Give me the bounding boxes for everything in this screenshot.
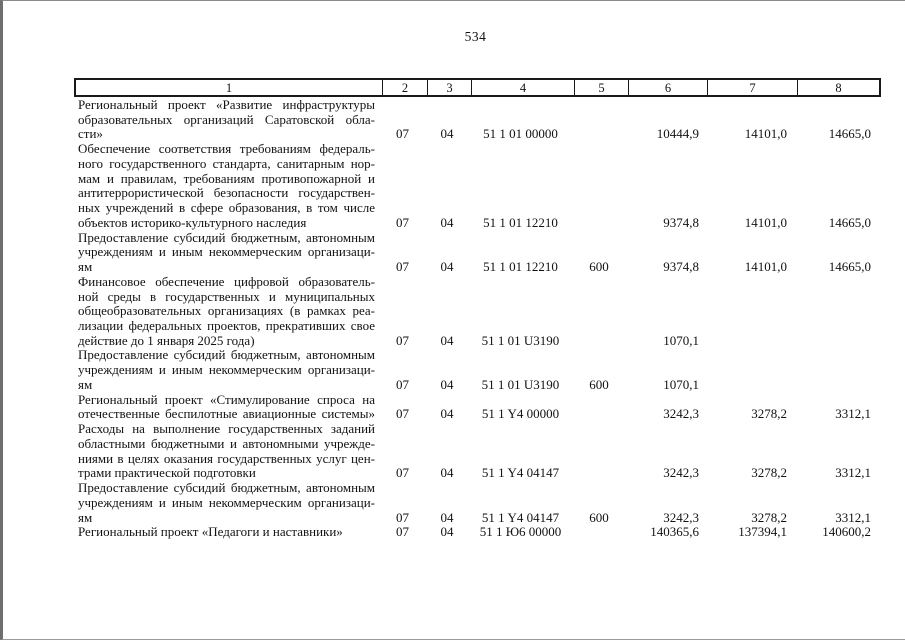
value-cell-col8 [795,348,877,392]
value-cell-col2: 07 [396,509,409,525]
row-name-line: ям [78,509,93,525]
row-name-line: образовательных организаций Саратовской обла- [78,111,375,127]
row-name-line: объектов историко-культурного наследия [78,214,307,230]
value-cell-col4: 51 1 01 12210 [483,259,558,275]
table-row [74,525,877,540]
row-name-cell [74,393,380,422]
table-row [74,142,877,230]
value-cell-col7: 137394,1 [738,524,787,540]
value-cell-col7: 3278,2 [751,406,787,422]
value-cell-col6: 3242,3 [663,406,699,422]
row-name-line: ной среды в государственных и муниципальных [78,288,375,304]
row-name-cell [74,348,380,392]
row-name-cell [74,98,380,142]
value-cell-col3: 04 [440,332,454,348]
row-name-line: общеобразовательных организациях (в рамках реа- [78,303,375,319]
row-name-line: мам и правилам, требованиям противопожарной и [78,170,375,186]
table-row [74,275,877,349]
row-name-line: областными бюджетными и автономными учрежде- [78,435,375,451]
value-cell-col8: 140600,2 [822,524,871,540]
value-cell-col4: 51 1 Y4 00000 [481,406,560,422]
column-header-3: 3 [427,80,471,95]
value-cell-col7: 3278,2 [751,509,787,525]
value-cell-col4: 51 1 Y4 04147 [481,465,560,481]
value-cell-col2: 07 [396,332,409,348]
row-name-line: Финансовое обеспечение цифровой образователь- [78,273,375,289]
value-cell-col5: 600 [589,376,609,392]
row-name-cell [74,231,380,275]
table-row [74,393,877,422]
row-name-line: ям [78,376,93,392]
value-cell-col3: 04 [440,376,454,392]
value-cell-col7 [705,275,795,349]
column-header-7: 7 [707,80,797,95]
column-header-4: 4 [471,80,574,95]
value-cell-col7 [705,348,795,392]
value-cell-col3: 04 [440,406,454,422]
value-cell-col4: 51 1 01 12210 [483,214,558,230]
value-cell-col7: 14101,0 [744,259,787,275]
value-cell-col8: 14665,0 [828,126,871,142]
value-cell-col6: 3242,3 [663,465,699,481]
value-cell-col8: 3312,1 [835,406,871,422]
value-cell-col4: 51 1 Ю6 00000 [479,524,562,540]
value-cell-col5 [572,142,626,230]
row-name-line: Региональный проект «Стимулирование спроса на [78,391,375,407]
row-name-line: сти» [78,126,103,142]
value-cell-col3: 04 [440,524,454,540]
row-name-cell [74,142,380,230]
value-cell-col5 [572,525,626,540]
table-row [74,422,877,481]
row-name-line: отечественные беспилотные авиационные системы» [78,406,375,422]
value-cell-col5 [572,275,626,349]
row-name-line: ных учреждений в сфере образования, в том числе [78,200,375,216]
column-header-8: 8 [797,80,879,95]
row-name-line: Обеспечение соответствия требованиям федераль- [78,141,375,157]
value-cell-col3: 04 [440,259,454,275]
row-name-cell [74,275,380,349]
table-row [74,231,877,275]
value-cell-col2: 07 [396,259,409,275]
row-name-line: учреждениям и иным некоммерческим организаци- [78,362,375,378]
value-cell-col7: 3278,2 [751,465,787,481]
row-name-cell [74,525,380,540]
value-cell-col6: 1070,1 [663,332,699,348]
row-name-line: учреждениям и иным некоммерческим организаци- [78,494,375,510]
value-cell-col3: 04 [440,214,454,230]
value-cell-col4: 51 1 01 U3190 [481,332,560,348]
row-name-line: учреждениям и иным некоммерческим организаци- [78,244,375,260]
budget-table [74,78,877,540]
column-header-1: 1 [225,80,233,95]
table-header-row [74,78,881,97]
row-name-cell [74,481,380,525]
value-cell-col5: 600 [589,259,609,275]
value-cell-col8: 3312,1 [835,465,871,481]
value-cell-col4: 51 1 Y4 04147 [481,509,560,525]
row-name-line: лизации федеральных проектов, прекративших свое [78,318,375,334]
value-cell-col8 [795,275,877,349]
value-cell-col2: 07 [396,376,409,392]
value-cell-col2: 07 [396,126,409,142]
row-name-line: Расходы на выполнение государственных заданий [78,421,375,437]
table-row [74,98,877,142]
value-cell-col6: 3242,3 [663,509,699,525]
column-header-5: 5 [574,80,628,95]
value-cell-col8: 14665,0 [828,214,871,230]
row-name-line: ного государственного стандарта, санитарным нор- [78,155,375,171]
value-cell-col3: 04 [440,465,454,481]
row-name-line: ниями в целях оказания государственных услуг цен- [78,450,375,466]
value-cell-col7: 14101,0 [744,214,787,230]
row-name-line: ям [78,259,93,275]
column-header-6: 6 [628,80,707,95]
row-name-line: Региональный проект «Развитие инфраструктуры [78,97,375,112]
value-cell-col8: 14665,0 [828,259,871,275]
row-name-line: антитеррористической безопасности государствен- [78,185,375,201]
row-name-line: Предоставление субсидий бюджетным, автономным [78,480,375,496]
table-row [74,348,877,392]
value-cell-col2: 07 [396,406,409,422]
row-name-line: действие до 1 января 2025 года) [78,332,255,348]
value-cell-col6: 10444,9 [656,126,699,142]
value-cell-col2: 07 [396,214,409,230]
value-cell-col6: 1070,1 [663,376,699,392]
value-cell-col2: 07 [396,465,409,481]
row-name-line: Предоставление субсидий бюджетным, автономным [78,229,375,245]
page-number: 534 [464,29,487,44]
value-cell-col3: 04 [440,126,454,142]
table-body [74,98,877,540]
row-name-cell [74,422,380,481]
value-cell-col7: 14101,0 [744,126,787,142]
value-cell-col5: 600 [589,509,609,525]
value-cell-col4: 51 1 01 U3190 [481,376,560,392]
row-name-line: Региональный проект «Педагоги и наставники» [78,524,343,540]
value-cell-col3: 04 [440,509,454,525]
value-cell-col6: 140365,6 [650,524,699,540]
value-cell-col5 [572,98,626,142]
value-cell-col5 [572,422,626,481]
table-row [74,481,877,525]
value-cell-col5 [572,393,626,422]
value-cell-col6: 9374,8 [663,214,699,230]
row-name-line: Предоставление субсидий бюджетным, автономным [78,347,375,363]
value-cell-col2: 07 [396,524,409,540]
value-cell-col8: 3312,1 [835,509,871,525]
row-name-line: трами практической подготовки [78,465,256,481]
value-cell-col6: 9374,8 [663,259,699,275]
value-cell-col4: 51 1 01 00000 [483,126,558,142]
column-header-2: 2 [382,80,427,95]
